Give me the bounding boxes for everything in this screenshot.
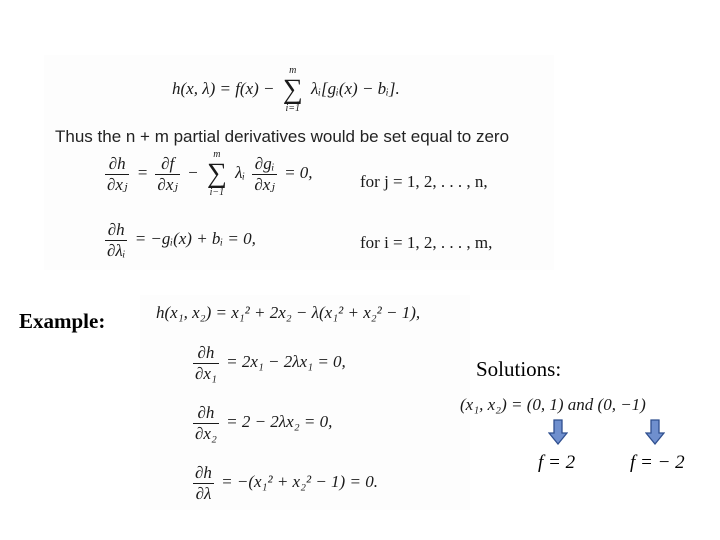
lagrangian-lhs: h(x, λ) = f(x) − (172, 78, 275, 98)
dh-dxj-fraction: $\frac{\partial h}{\text{∂xⱼ}}$ (107, 153, 128, 194)
example-label: Example: (19, 309, 106, 333)
eq2-condition: for i = 1, 2, . . . , m, (360, 233, 493, 252)
derivative-x1: $\frac{\partial h}{\text{∂x₁}}$ = 2x₁ − 2λx₁ = 0, (195, 343, 346, 383)
derivative-lambda: $\frac{\partial h}{\partial\lambda}$ = −(x₁² + x₂² − 1) = 0. (195, 463, 378, 503)
dh-dlambda-fraction: $\frac{\partial h}{\text{∂λᵢ}}$ (107, 220, 126, 260)
solutions-equation: (x₁, x₂) = (0, 1) and (0, −1) (460, 395, 646, 414)
derivative-x2: $\frac{\partial h}{\text{∂x₂}}$ = 2 − 2λx₂ = 0, (195, 403, 333, 443)
intro-text: Thus the n + m partial derivatives would be set equal to zero (55, 127, 510, 146)
f-value-1: f = 2 (538, 452, 576, 473)
down-arrow-icon (645, 419, 665, 445)
example-equation: h(x₁, x₂) = x₁² + 2x₂ − λ(x₁² + x₂² − 1), (156, 303, 421, 322)
summation-symbol: m ∑ i=1 (282, 65, 303, 114)
arrow-shape (549, 420, 567, 444)
eq1-tail: = 0, (284, 162, 313, 182)
down-arrow-icon (548, 419, 568, 445)
f-value-2: f = − 2 (630, 452, 685, 473)
eq1-condition: for j = 1, 2, . . . , n, (360, 172, 488, 191)
summation-symbol: m ∑ i−1 (206, 149, 227, 198)
eq2-body: = −gᵢ(x) + bᵢ = 0, (134, 228, 256, 248)
solutions-label: Solutions: (476, 357, 562, 381)
arrow-shape (646, 420, 664, 444)
dg-dxj-fraction: $\frac{\text{∂gᵢ}}{\text{∂xⱼ}}$ (254, 153, 275, 194)
lagrangian-equation (172, 66, 400, 114)
lagrangian-rhs: λᵢ[gᵢ(x) − bᵢ]. (310, 78, 400, 98)
partial-lambda-equation (102, 220, 256, 260)
partial-x-equation: $\frac{\partial h}{\text{∂xⱼ}}$ = $\frac{\partial f}{\text{∂xⱼ}}$ − m ∑ i−1 λᵢ $\frac{\text{∂gᵢ}}{\text{∂xⱼ}}$ = 0, (107, 149, 313, 198)
df-dxj-fraction: $\frac{\partial f}{\text{∂xⱼ}}$ (157, 153, 178, 194)
